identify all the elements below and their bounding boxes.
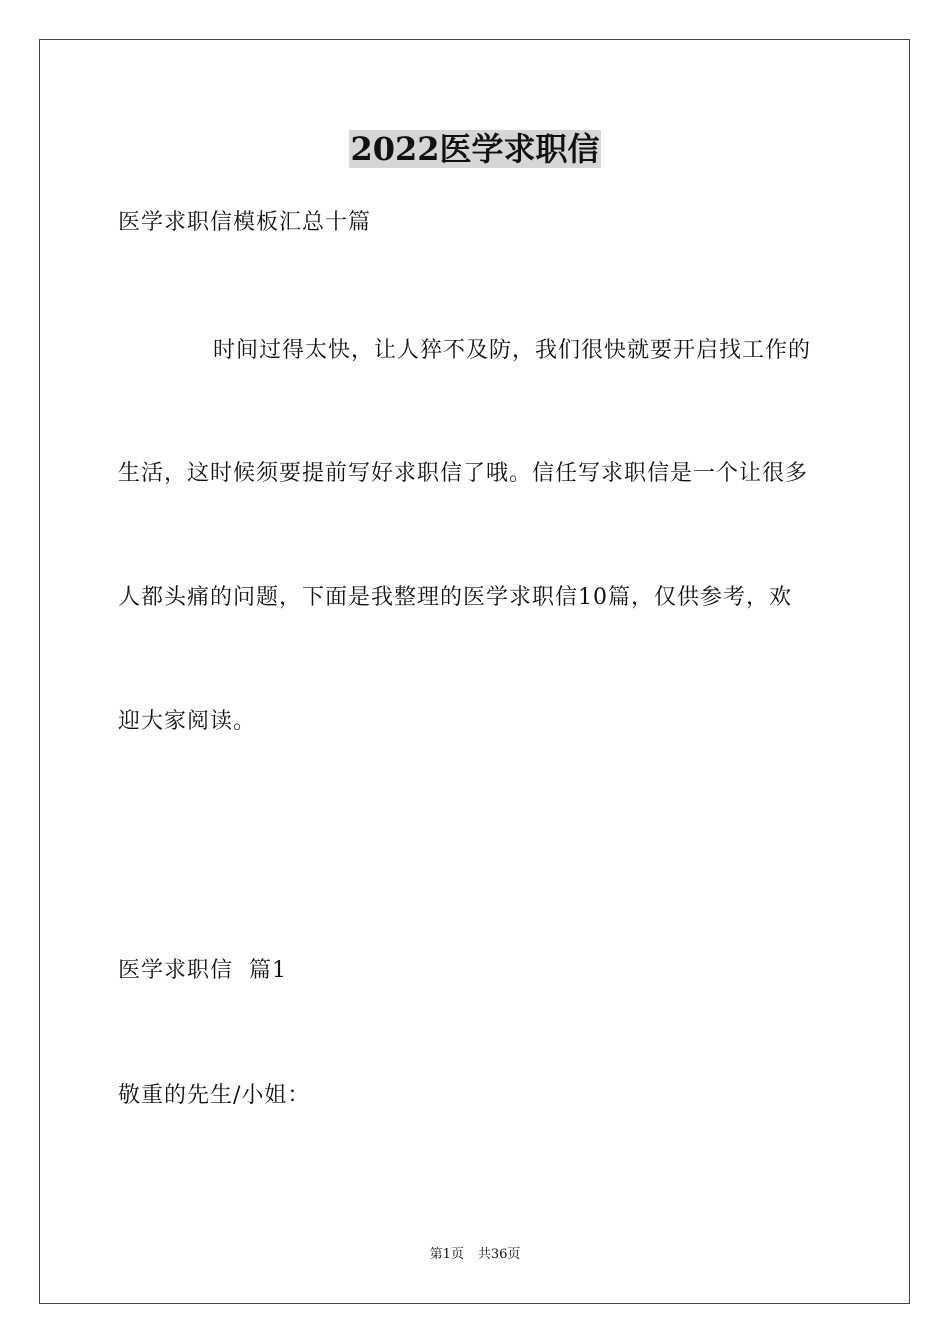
document-title — [0, 128, 950, 170]
salutation: 敬重的先生/小姐： — [118, 1083, 311, 1108]
page-total: 共36页 — [477, 1247, 521, 1262]
intro-paragraph-line-3: 人都头痛的问题，下面是我整理的医学求职信10篇，仅供参考，欢 — [118, 585, 792, 610]
document-title-text: 2022医学求职信 — [350, 130, 600, 168]
document-subtitle: 医学求职信模板汇总十篇 — [118, 210, 372, 235]
page-footer — [0, 1246, 950, 1264]
page-number: 第1页 — [429, 1247, 464, 1262]
intro-paragraph-line-1: 时间过得太快，让人猝不及防，我们很快就要开启找工作的 — [213, 338, 812, 363]
intro-paragraph-line-4: 迎大家阅读。 — [118, 709, 257, 734]
intro-paragraph-line-2: 生活，这时候须要提前写好求职信了哦。信任写求职信是一个让很多 — [118, 461, 809, 486]
section-heading: 医学求职信 篇1 — [118, 958, 287, 983]
